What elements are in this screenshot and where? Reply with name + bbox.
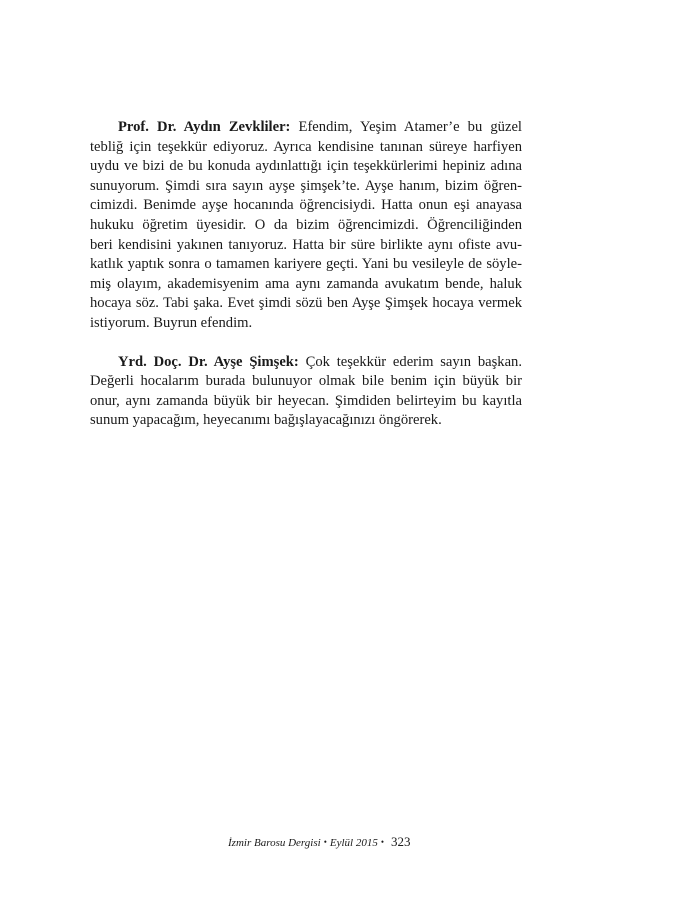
text-line: hocaya söz. Tabi şaka. Evet şimdi sözü ben Ayşe Şimşek hocaya vermek	[90, 295, 522, 312]
speaker-name: Prof. Dr. Aydın Zevkliler:	[118, 119, 291, 135]
text-line: sunum yapacağım, heyecanımı bağışlayacağınızı öngörerek.	[90, 412, 442, 429]
text-line: istiyorum. Buyrun efendim.	[90, 314, 253, 331]
separator-bullet: •	[380, 837, 384, 847]
page-number: 323	[390, 834, 411, 849]
text-line: uydu ve bizi de bu konuda aydınlattığı için teşekkürlerimi hepiniz adına	[90, 158, 522, 175]
journal-name: İzmir Barosu Dergisi	[228, 837, 321, 849]
line-text: Çok teşekkür ederim sayın başkan.	[298, 353, 522, 370]
text-line: hukuku öğretim üyesidir. O da bizim öğrencimizdi. Öğrenciliğinden	[90, 216, 522, 233]
text-line: onur, aynı zamanda büyük bir heyecan. Şimdiden belirteyim bu kayıtla	[90, 392, 522, 409]
paragraph-simsek	[90, 353, 522, 431]
page-footer	[228, 834, 428, 850]
issue-date: Eylül 2015	[329, 837, 378, 849]
paragraph-zevkliler	[90, 118, 522, 334]
text-line: miş olayım, akademisyenim ama aynı zamanda avukatım bende, haluk	[90, 275, 522, 292]
text-line: katlık yaptık sonra o tamamen kariyere geçti. Yani bu vesileyle de söyle-	[90, 256, 522, 273]
line-text: Efendim, Yeşim Atamer’e bu güzel	[290, 119, 522, 135]
text-line: cimizdi. Benimde ayşe hocanında öğrencisiydi. Hatta onun eşi anayasa	[90, 197, 522, 214]
text-line: beri kendisini yakınen tanıyoruz. Hatta bir süre birlikte aynı ofiste avu-	[90, 236, 522, 253]
text-line: Değerli hocalarım burada bulunuyor olmak bile benim için büyük bir	[90, 373, 522, 390]
speaker-name: Yrd. Doç. Dr. Ayşe Şimşek:	[118, 353, 299, 370]
separator-bullet: •	[323, 837, 327, 847]
text-line	[90, 118, 522, 138]
text-line: tebliğ için teşekkür ediyoruz. Ayrıca kendisine tanınan süreye harfiyen	[90, 138, 522, 155]
body-text	[90, 118, 522, 450]
text-line: sunuyorum. Şimdi sıra sayın ayşe şimşek’te. Ayşe hanım, bizim öğren-	[90, 177, 522, 194]
text-line	[90, 353, 522, 373]
